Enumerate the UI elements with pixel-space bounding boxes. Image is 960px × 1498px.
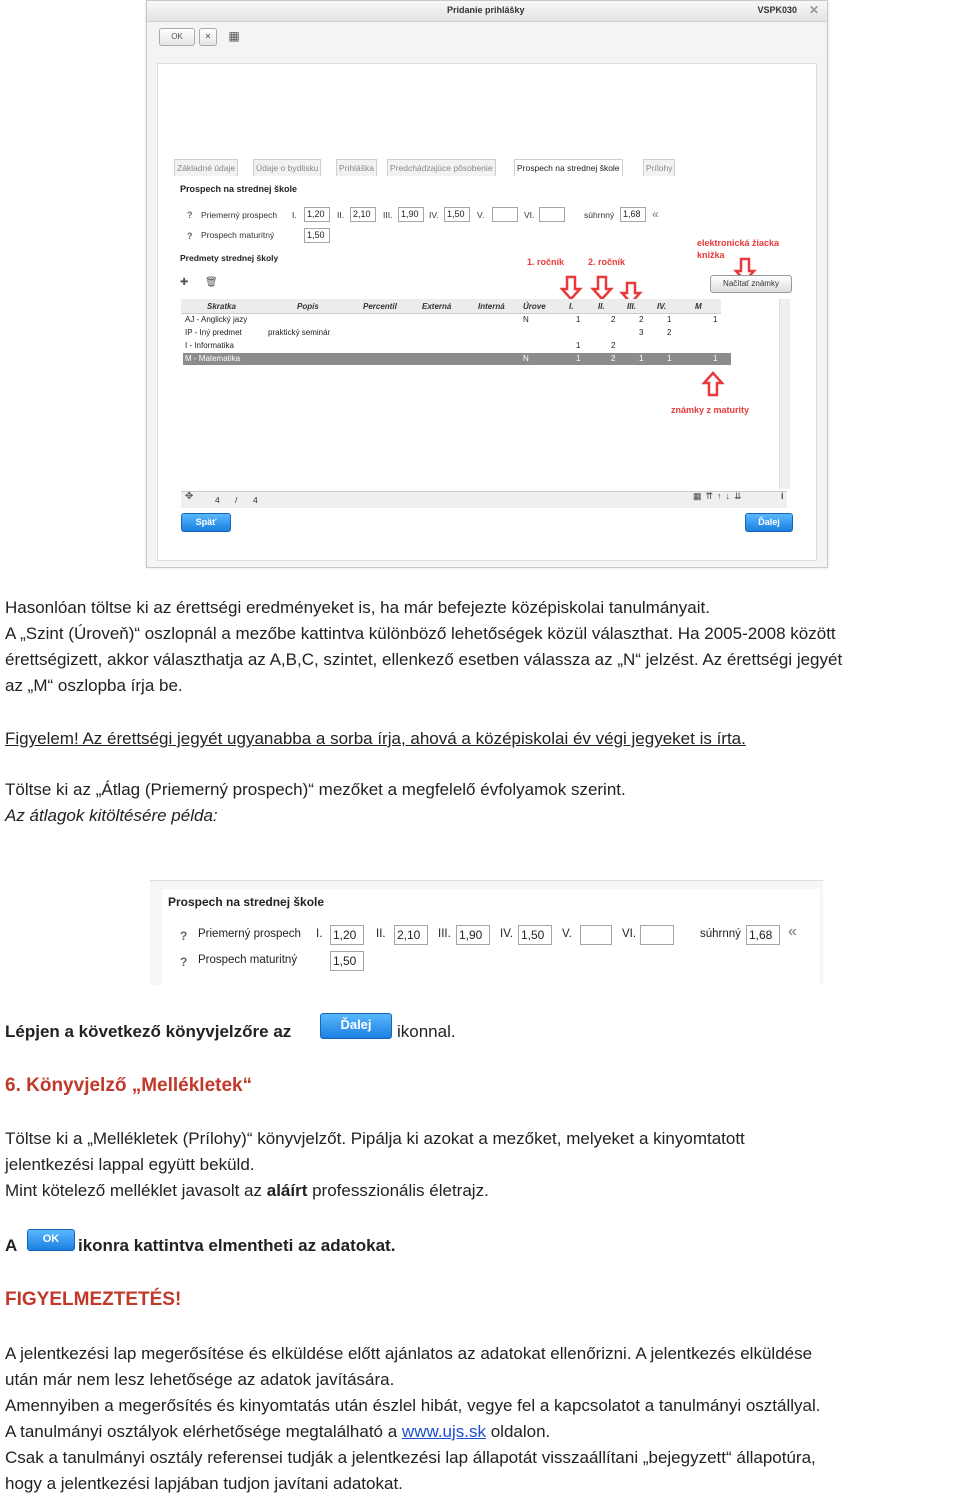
text-span: professzionális életrajz. (307, 1181, 489, 1200)
info-icon[interactable]: i (781, 491, 784, 501)
cell-g3: 3 (639, 328, 644, 337)
grade-label-6: VI. (524, 210, 535, 220)
table-row[interactable] (183, 327, 731, 339)
annotation-maturity: známky z maturity (671, 405, 750, 415)
table-row[interactable] (183, 314, 731, 326)
cancel-icon[interactable]: ✕ (199, 28, 217, 46)
cell-g2: 2 (611, 354, 616, 363)
column-iv[interactable]: IV. (657, 302, 667, 311)
column-popis[interactable]: Popis (297, 302, 319, 311)
help-icon: ? (180, 955, 188, 969)
column-interna[interactable]: Interná (478, 302, 505, 311)
ujs-link[interactable]: www.ujs.sk (401, 1422, 486, 1441)
cell-g4: 1 (667, 315, 672, 324)
example-grade-label-1: I. (316, 928, 323, 940)
close-icon[interactable]: ✕ (808, 3, 819, 17)
example-suhrnny-label: súhrnný (700, 928, 741, 940)
cell-popis: praktický seminár (268, 328, 331, 337)
example-grade-label-3: III. (438, 928, 451, 940)
cell-uroven: N (523, 315, 529, 324)
paragraph: után már nem lesz lehetősége az adatok javítására. (5, 1370, 395, 1389)
load-grades-button[interactable]: Načítať známky (710, 275, 792, 293)
cell-g4: 2 (667, 328, 672, 337)
text-span: Mint kötelező melléklet javasolt az (5, 1181, 267, 1200)
cell-skratka: I - Informatika (185, 341, 234, 350)
help-icon[interactable]: ? (187, 231, 193, 241)
cell-skratka: M - Matematika (185, 354, 241, 363)
add-icon[interactable]: ✚ (180, 277, 189, 288)
annotation-1-rocnik: 1. ročník (527, 257, 565, 267)
column-externa[interactable]: Externá (422, 302, 452, 311)
grid-icon[interactable]: ▦ (228, 29, 240, 43)
paragraph: Amennyiben a megerősítés és kinyomtatás után észlel hibát, vegye fel a kapcsolatot a tanulmányi osztállyal. (5, 1396, 821, 1415)
cell-g3: 1 (639, 354, 644, 363)
next-instruction (5, 1019, 291, 1045)
collapse-icon: « (788, 923, 797, 940)
example-grade-5 (580, 925, 612, 945)
text-span: A tanulmányi osztályok elérhetősége megtalálható a (5, 1422, 402, 1441)
tab-prilohy[interactable]: Prílohy (643, 159, 675, 176)
column-i[interactable]: I. (569, 302, 574, 311)
example-suhrnny: 1,68 (746, 925, 780, 945)
section-heading: 6. Könyvjelző „Mellékletek“ (5, 1075, 253, 1096)
next-text-b: ikonnal. (397, 1022, 456, 1041)
paragraph: jelentkezési lappal együtt beküld. (5, 1155, 255, 1174)
cell-g1: 1 (576, 354, 581, 363)
example-grade-2: 2,10 (394, 925, 428, 945)
paragraph: Töltse ki az „Átlag (Priemerný prospech)“ mezőket a megfelelő évfolyamok szerint. (5, 780, 626, 799)
application-dialog-screenshot (146, 0, 828, 568)
example-grade-label-2: II. (376, 928, 386, 940)
cell-skratka: IP - Iný predmet (185, 328, 242, 337)
grade-label-1: I. (292, 210, 297, 220)
bold-text: aláírt (266, 1181, 308, 1200)
example-avg-label: Priemerný prospech (198, 928, 301, 940)
tab-udaje-o-bydlisku[interactable]: Údaje o bydlisku (253, 159, 321, 176)
example-grade-3: 1,90 (456, 925, 490, 945)
ok-text-b: ikonra kattintva elmentheti az adatokat. (78, 1236, 396, 1255)
paragraph: A jelentkezési lap megerősítése és elküldése előtt ajánlatos az adatokat ellenőrizni. A jelentkezés elküldése (5, 1344, 813, 1363)
paragraph (5, 1178, 489, 1204)
suhrnny-input[interactable]: 1,68 (620, 207, 646, 222)
help-icon: ? (180, 929, 188, 943)
paragraph: Csak a tanulmányi osztály referensei tudják a jelentkezési lap állapotát visszaállítani „bejegyzett“ állapotúra, (5, 1448, 816, 1467)
arrow-up-icon (704, 373, 722, 395)
cell-uroven: N (523, 354, 529, 363)
grade-label-4: IV. (429, 210, 439, 220)
delete-icon[interactable]: 🗑 (205, 277, 218, 288)
column-ii[interactable]: II. (598, 302, 605, 311)
cell-g1: 1 (576, 315, 581, 324)
annotation-2-rocnik: 2. ročník (588, 257, 626, 267)
example-mat-label: Prospech maturitný (198, 954, 298, 966)
dialog-code: VSPK030 (757, 5, 797, 15)
example-section-title: Prospech na strednej škole (168, 895, 325, 909)
ok-text-a: A (5, 1236, 18, 1255)
cell-g4: 1 (667, 354, 672, 363)
tab-predchadzajuce-posobenie[interactable]: Predchádzajúce pôsobenie (387, 159, 496, 176)
collapse-icon[interactable]: « (652, 207, 659, 221)
table-row[interactable] (183, 340, 731, 352)
cell-skratka: AJ - Anglický jazy (185, 315, 248, 324)
warning-label: Figyelem! (5, 729, 79, 748)
column-m[interactable]: M (695, 302, 702, 311)
example-grade-4: 1,50 (518, 925, 552, 945)
pager-separator: / (235, 495, 238, 505)
paragraph: Töltse ki a „Mellékletek (Prílohy)“ könyvjelzőt. Pipálja ki azokat a mezőket, melyeket a kinyomtatott (5, 1129, 745, 1148)
dialog-title: Pridanie prihlášky (447, 5, 525, 15)
column-skratka[interactable]: Skratka (207, 302, 236, 311)
example-grade-label-5: V. (562, 928, 572, 940)
help-icon[interactable]: ? (187, 210, 193, 220)
paragraph: az „M“ oszlopba írja be. (5, 676, 183, 695)
paragraph: érettségizett, akkor választhatja az A,B,C, szintet, ellenkező esetben válassza az „N“ jelzést. Az érettségi jegyét (5, 650, 843, 669)
example-caption: Az átlagok kitöltésére példa: (5, 806, 218, 825)
paragraph: Hasonlóan töltse ki az érettségi eredményeket is, ha már befejezte középiskolai tanulmányait. (5, 598, 710, 617)
pager-tools[interactable]: ▦⇈↑↓⇊ (693, 491, 746, 501)
cell-m: 1 (713, 315, 718, 324)
back-button[interactable]: Späť (181, 513, 231, 532)
suhrnny-label: súhrnný (584, 210, 615, 220)
ok-button[interactable]: OK (159, 28, 195, 46)
example-grade-label-4: IV. (500, 928, 514, 940)
example-grade-1: 1,20 (330, 925, 364, 945)
warning-paragraph (5, 726, 746, 752)
example-grade-6 (640, 925, 674, 945)
example-screenshot (150, 880, 823, 985)
grade-label-2: II. (337, 210, 345, 220)
column-percentil[interactable]: Percentil (363, 302, 397, 311)
tab-prospech[interactable]: Prospech na strednej škole (514, 159, 623, 176)
move-icon[interactable]: ✥ (185, 491, 194, 502)
cell-m: 1 (713, 354, 718, 363)
mat-label: Prospech maturitný (201, 230, 275, 240)
arrow-down-icon (562, 277, 580, 299)
cell-g2: 2 (611, 341, 616, 350)
ok-icon-inline: OK (27, 1229, 75, 1251)
column-iii[interactable]: III. (627, 302, 636, 311)
example-mat: 1,50 (330, 951, 364, 971)
tab-prihlaska[interactable]: Prihláška (336, 159, 377, 176)
example-grade-label-6: VI. (622, 928, 637, 940)
cell-g1: 1 (576, 341, 581, 350)
text-span: oldalon. (486, 1422, 551, 1441)
grade-input-4[interactable]: 1,50 (444, 207, 470, 222)
annotation-ekn: elektronická žiacka knižka (697, 238, 780, 260)
paragraph: A „Szint (Úroveň)“ oszlopnál a mezőbe kattintva különböző lehetőségek közül választhat. Ha 2005-2008 között (5, 624, 836, 643)
grade-label-3: III. (383, 210, 393, 220)
tab-zakladne-udaje[interactable]: Základné údaje (174, 159, 238, 176)
arrow-down-icon (593, 277, 611, 299)
grade-input-1[interactable]: 1,20 (304, 207, 330, 222)
cell-g2: 2 (611, 315, 616, 324)
grade-label-5: V. (477, 210, 485, 220)
scrollbar[interactable] (779, 299, 790, 489)
column-uroven[interactable]: Úrove (523, 302, 546, 311)
pager-current[interactable]: 4 (215, 495, 220, 505)
avg-label: Priemerný prospech (201, 210, 278, 220)
table-row-selected[interactable] (183, 353, 731, 365)
subjects-title: Predmety strednej školy (180, 253, 279, 263)
grade-input-3[interactable]: 1,90 (398, 207, 424, 222)
warning-heading: FIGYELMEZTETÉS! (5, 1289, 182, 1310)
section-title: Prospech na strednej škole (180, 184, 298, 194)
pager-total: 4 (253, 495, 258, 505)
next-icon-inline: Ďalej (320, 1013, 392, 1039)
next-button[interactable]: Ďalej (745, 513, 793, 532)
grade-input-2[interactable]: 2,10 (350, 207, 376, 222)
warning-text: Az érettségi jegyét ugyanabba a sorba írja, ahová a középiskolai év végi jegyeket is írta. (78, 729, 746, 748)
mat-input[interactable]: 1,50 (304, 228, 330, 243)
cell-g3: 2 (639, 315, 644, 324)
paragraph (5, 1419, 550, 1445)
paragraph: hogy a jelentkezési lapjában tudjon javítani adatokat. (5, 1474, 403, 1493)
next-text-a: Lépjen a következő könyvjelzőre az (5, 1022, 292, 1041)
